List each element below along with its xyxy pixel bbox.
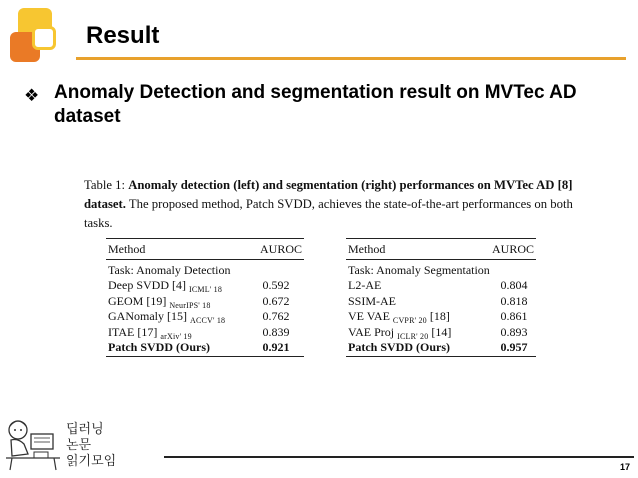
slide-title: Result [86, 22, 160, 49]
method-name: GANomaly [15] [108, 309, 187, 323]
auroc-value: 0.839 [262, 324, 290, 339]
segmentation-table [346, 238, 536, 357]
auroc-value: 0.921 [262, 340, 290, 354]
table-row [346, 325, 536, 341]
col-auroc-header: AUROC [259, 242, 302, 256]
venue-label: CVPR' 20 [392, 316, 427, 325]
auroc-value: 0.804 [500, 278, 528, 292]
venue-label: ACCV' 18 [189, 316, 226, 325]
title-bar [76, 20, 626, 60]
citation: [18] [429, 309, 450, 323]
method-name: VAE Proj [348, 324, 395, 339]
group-line-3: 읽기모임 [66, 453, 117, 468]
table-header [106, 239, 304, 259]
logo-squares [6, 4, 70, 68]
caption-rest: The proposed method, Patch SVDD, achieves the state-of-the-art performances on both tasks. [84, 197, 573, 230]
venue-label: ICML' 18 [188, 285, 223, 294]
logo-square-outline [32, 26, 56, 50]
table-row-ours [106, 340, 304, 356]
col-method-header: Method [108, 242, 146, 256]
task-label: Task: Anomaly Detection [108, 263, 231, 277]
group-line-2: 논문 [66, 437, 92, 452]
table-row [106, 325, 304, 341]
group-line-1: 딥러닝 [66, 421, 104, 436]
reading-student-illustration-icon [4, 414, 62, 472]
title-underline [76, 57, 626, 60]
group-name [66, 421, 116, 469]
auroc-value: 0.818 [500, 293, 528, 308]
col-auroc-header: AUROC [491, 242, 534, 256]
caption-bold: Anomaly detection (left) and segmentation (right) performances on MVTec AD [8] dataset. [84, 178, 573, 211]
auroc-value: 0.893 [500, 324, 528, 339]
table-header [346, 239, 536, 259]
page-number: 17 [620, 462, 631, 472]
method-name: GEOM [19] [108, 293, 167, 308]
table-row [106, 278, 304, 294]
paper-excerpt [84, 176, 584, 354]
venue-label: ICLR' 20 [397, 331, 429, 341]
method-name: Deep SVDD [4] [108, 278, 186, 292]
footer-rule [164, 456, 634, 458]
table-caption [84, 176, 584, 233]
task-label: Task: Anomaly Segmentation [348, 263, 490, 277]
venue-label: arXiv' 19 [160, 331, 192, 341]
diamond-bullet-icon: ❖ [24, 86, 40, 105]
citation: [14] [431, 324, 452, 339]
method-name: Patch SVDD (Ours) [348, 340, 450, 354]
table-row [106, 309, 304, 325]
caption-label: Table 1: [84, 178, 126, 192]
auroc-value: 0.672 [262, 293, 290, 308]
detection-table [106, 238, 304, 357]
table-row [346, 309, 536, 325]
method-name: ITAE [17] [108, 324, 158, 339]
auroc-value: 0.592 [262, 278, 290, 292]
table-row-ours [346, 340, 536, 356]
method-name: VE VAE [348, 309, 390, 323]
method-name: L2-AE [348, 278, 382, 292]
slide-subtitle: Anomaly Detection and segmentation result on MVTec AD dataset [54, 82, 577, 127]
table-row [106, 294, 304, 310]
col-method-header: Method [348, 242, 386, 256]
method-name: Patch SVDD (Ours) [108, 340, 210, 354]
table-row [346, 294, 536, 310]
auroc-value: 0.762 [262, 309, 290, 323]
method-name: SSIM-AE [348, 293, 397, 308]
auroc-value: 0.957 [500, 340, 528, 354]
auroc-value: 0.861 [500, 309, 528, 323]
venue-label: NeurIPS' 18 [169, 300, 211, 310]
table-row [346, 278, 536, 294]
